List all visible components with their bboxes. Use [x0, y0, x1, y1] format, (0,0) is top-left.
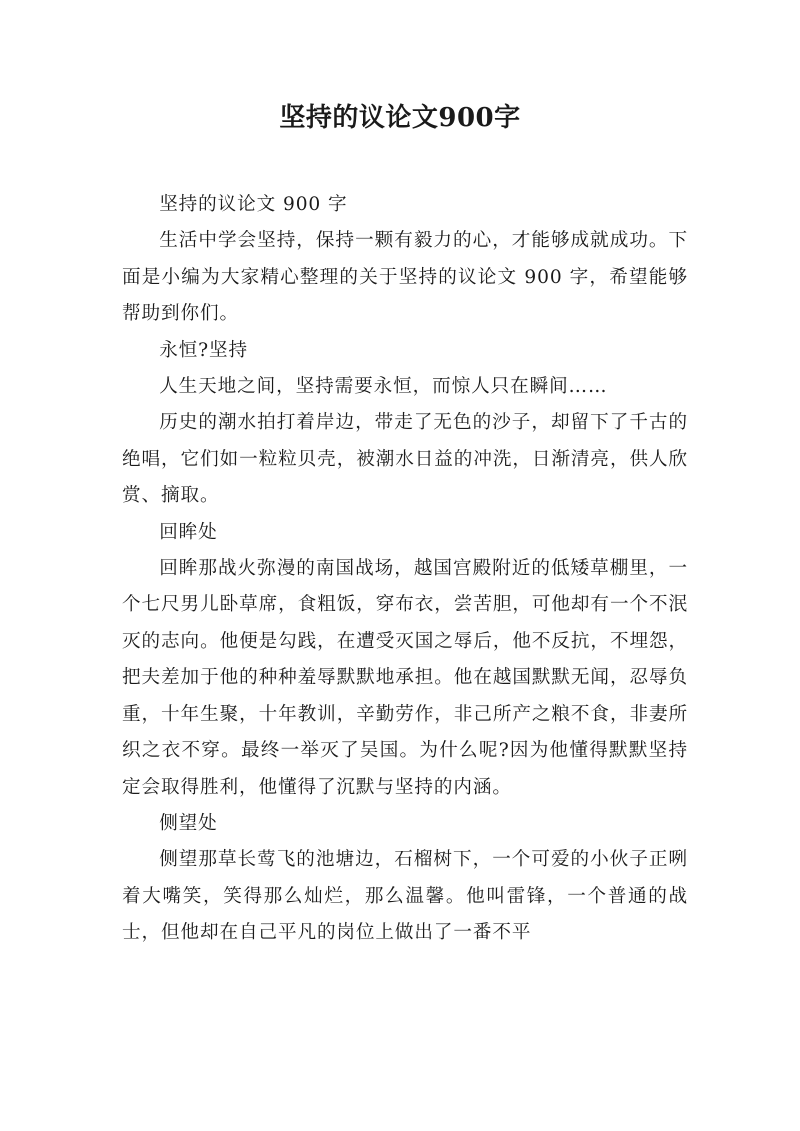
section-heading-side-view: 侧望处	[159, 812, 218, 834]
paragraph: 侧望那草长莺飞的池塘边，石榴树下，一个可爱的小伙子正咧着大嘴笑，笑得那么灿烂，那么温馨。他叫雷锋，一个普通的战士，但他却在自己平凡的岗位上做出了一番不平	[122, 849, 688, 944]
document-title: 坚持的议论文900字	[279, 103, 521, 133]
paragraph: 回眸那战火弥漫的南国战场，越国宫殿附近的低矮草棚里，一个七尺男儿卧草席，食粗饭，穿布衣，尝苦胆，可他却有一个不泯灭的志向。他便是勾践，在遭受灭国之辱后，他不反抗，不埋怨，把夫差加于他的种种羞辱默默地承担。他在越国默默无闻，忍辱负重，十年生聚，十年教训，辛勤劳作，非己所产之粮不食，非妻所织之衣不穿。最终一举灭了吴国。为什么呢?因为他懂得默默坚持定会取得胜利，他懂得了沉默与坚持的内涵。	[122, 558, 688, 798]
paragraph: 人生天地之间，坚持需要永恒，而惊人只在瞬间……	[159, 376, 608, 398]
paragraph-subtitle: 坚持的议论文 900 字	[159, 194, 348, 215]
section-heading-eternal: 永恒?坚持	[159, 339, 249, 361]
paragraph: 历史的潮水拍打着岸边，带走了无色的沙子，却留下了千古的绝唱，它们如一粒粒贝壳，被潮水日益的冲洗，日渐清亮，供人欣赏、摘取。	[122, 412, 688, 507]
section-heading-look-back: 回眸处	[159, 521, 218, 543]
paragraph-intro: 生活中学会坚持，保持一颗有毅力的心，才能够成就成功。下面是小编为大家精心整理的关于坚持的议论文 900 字，希望能够帮助到你们。	[122, 230, 688, 325]
document-body	[122, 187, 688, 952]
